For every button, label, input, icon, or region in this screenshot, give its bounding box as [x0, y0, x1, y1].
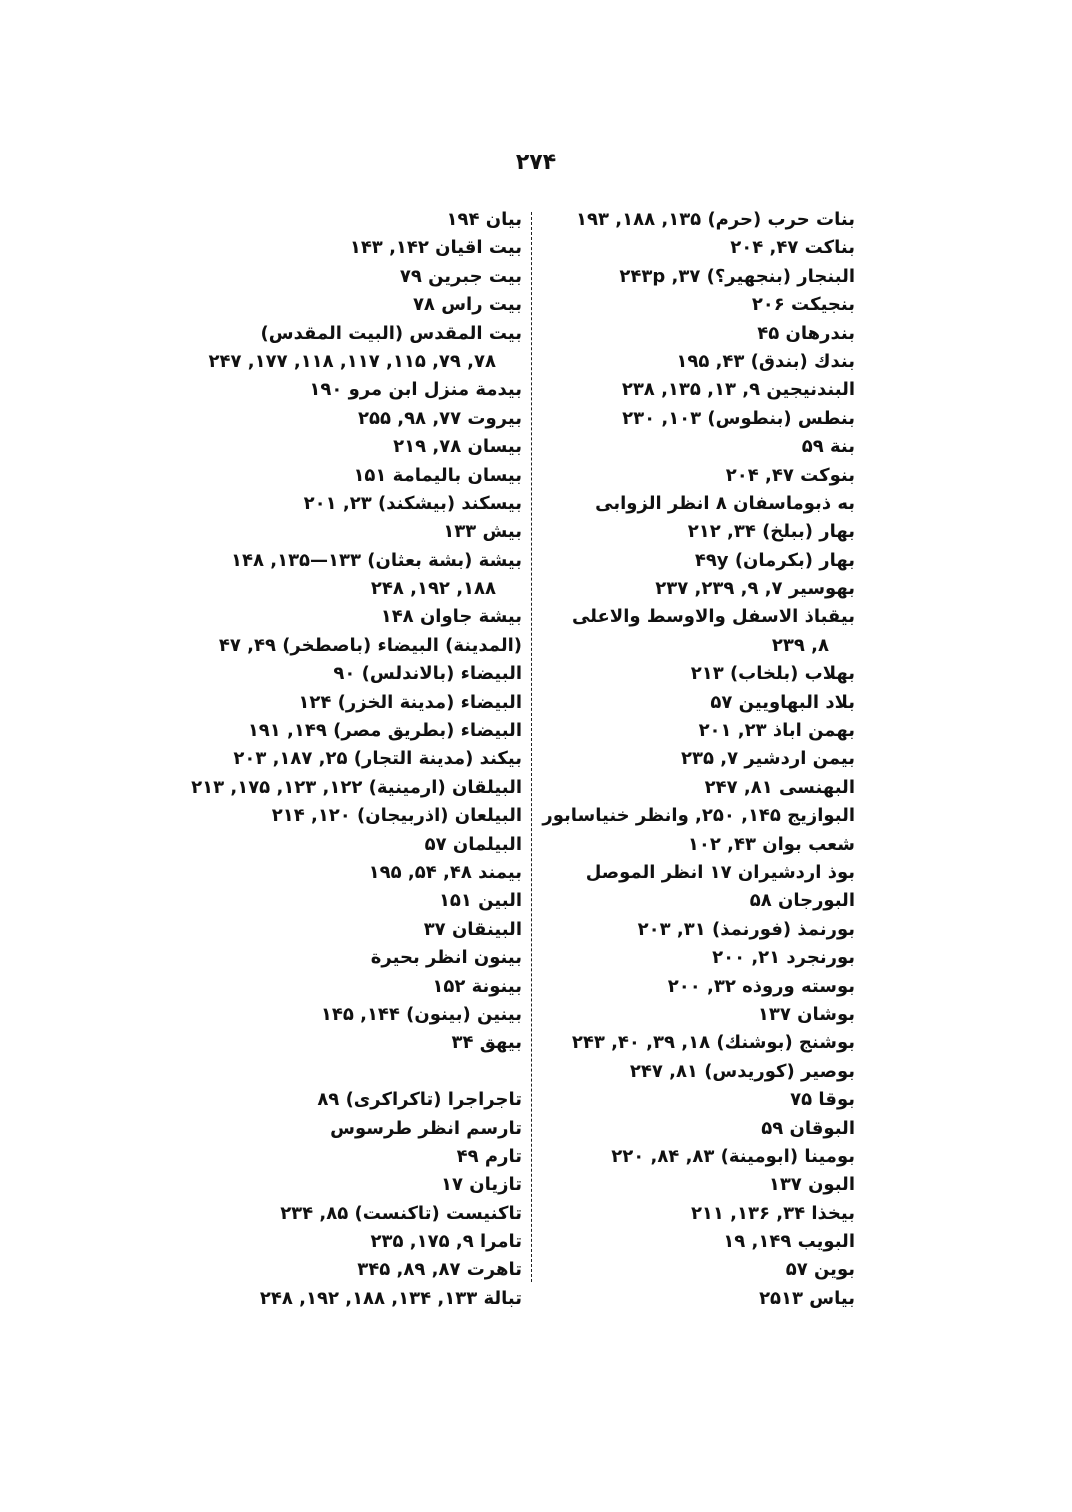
index-entry: بیمند ۴۸, ۵۴, ۱۹۵	[368, 861, 522, 883]
index-entry: بورنمذ (فورنمذ) ۳۱, ۲۰۳	[637, 918, 855, 940]
index-entry: تاکنیست (تاکنست) ۸۵, ۲۳۴	[280, 1202, 522, 1224]
index-entry: تاهرت ۸۷, ۸۹, ۳۴۵	[357, 1259, 522, 1281]
index-entry: بورنجرد ۲۱, ۲۰۰	[712, 947, 855, 969]
index-entry: بیسکند (بیشکند) ۲۳, ۲۰۱	[303, 492, 522, 514]
index-entry: بیروت ۷۷, ۹۸, ۲۵۵	[357, 407, 522, 429]
index-entry: بیت المقدس (البیت المقدس)	[260, 322, 522, 344]
index-entry: بوین ۵۷	[785, 1259, 855, 1281]
section-gap	[222, 1058, 522, 1086]
index-entry: بومینا (ابومینة) ۸۳, ۸۴, ۲۲۰	[611, 1145, 855, 1167]
index-entry: به ذبوماسفان ۸ انظر الزوابی	[595, 492, 855, 514]
index-entry: تاجراجرا (تاکراکری) ۸۹	[317, 1089, 522, 1111]
index-entry: بنطس (بنطوس) ۱۰۳, ۲۳۰	[622, 407, 855, 429]
index-entry: بیکند (مدینة التجار) ۲۵, ۱۸۷, ۲۰۳	[233, 748, 522, 770]
index-entry: بنوکت ۴۷, ۲۰۴	[725, 464, 855, 486]
index-entry: البین ۱۵۱	[438, 890, 522, 912]
index-entry: بوذ اردشیران ۱۷ انظر الموصل	[585, 861, 855, 883]
index-entry: شعب بوان ۴۳, ۱۰۲	[687, 833, 855, 855]
index-entry: بندك (بندق) ۴۳, ۱۹۵	[676, 350, 855, 372]
index-entry: البیضاء (بطریق مصر) ۱۴۹, ۱۹۱	[247, 720, 522, 742]
index-entry: البندنیجین ۹, ۱۳, ۱۳۵, ۲۳۸	[621, 379, 855, 401]
index-column-left	[191, 206, 522, 1313]
index-entry: بهمن اباذ ۲۳, ۲۰۱	[698, 720, 855, 742]
index-entry: بنجیکت ۲۰۶	[751, 294, 855, 316]
index-entry: بوسته وروذه ۳۲, ۲۰۰	[667, 975, 855, 997]
index-entry: بنة ۵۹	[801, 436, 855, 458]
index-entry: بیمن اردشیر ۷, ۲۳۵	[681, 748, 855, 770]
index-entry: البون ۱۳۷	[768, 1174, 855, 1196]
index-entry: بوقا ۷۵	[790, 1089, 855, 1111]
index-entry: بیسان ۷۸, ۲۱۹	[393, 436, 522, 458]
index-entry: بیشة (بشة بعثان) ۱۳۳—۱۳۵, ۱۴۸	[231, 549, 522, 571]
index-entry: بوشنج (بوشنك) ۱۸, ۳۹, ۴۰, ۲۴۳	[571, 1032, 855, 1054]
index-entry-continuation: ۷۸, ۷۹, ۱۱۵, ۱۱۷, ۱۱۸, ۱۷۷, ۲۴۷	[208, 350, 496, 372]
index-entry: البیضاء (بالاندلس) ۹۰	[333, 663, 522, 685]
index-entry: بیسان بالیمامة ۱۵۱	[353, 464, 522, 486]
index-entry: بینین (بینون) ۱۴۴, ۱۴۵	[320, 1003, 522, 1025]
index-entry: بنات حرب (حرم) ۱۳۵, ۱۸۸, ۱۹۳	[576, 209, 855, 230]
index-entry: بهار (ببلخ) ۳۴, ۲۱۲	[687, 521, 855, 543]
index-entry: بیخذا ۳۴, ۱۳۶, ۲۱۱	[690, 1202, 855, 1224]
index-entry: بینون انظر بحیرة	[370, 947, 522, 969]
index-entry: بوصیر (کوریدس) ۸۱, ۲۴۷	[629, 1060, 855, 1082]
index-entry: البویب ۱۴۹, ۱۹	[723, 1231, 855, 1253]
index-entry: البیلمان ۵۷	[424, 833, 522, 855]
index-entry: بهوسیر ۷, ۹, ۲۳۹, ۲۳۷	[655, 578, 855, 600]
column-divider	[531, 212, 532, 1282]
index-entry: بیهق ۳۴	[451, 1032, 522, 1054]
index-entry: بیدمة منزل ابن مرو ۱۹۰	[309, 379, 522, 401]
index-entry: تارم ۴۹	[456, 1145, 522, 1167]
index-entry: البوقان ۵۹	[761, 1117, 855, 1139]
index-entry: تبالة ۱۳۳, ۱۳۴, ۱۸۸, ۱۹۲, ۲۴۸	[259, 1287, 522, 1309]
index-entry: تامرا ۹, ۱۷۵, ۲۳۵	[370, 1231, 522, 1253]
index-entry: بیقباذ الاسفل والاوسط والاعلی	[571, 606, 855, 628]
index-entry: بیت اقیان ۱۴۲, ۱۴۳	[349, 237, 522, 259]
index-entry: بیت جبرین ۷۹	[399, 265, 522, 287]
index-entry: تازیان ۱۷	[440, 1174, 522, 1196]
index-entry: البیضاء (مدینة الخزر) ۱۲۴	[298, 691, 522, 713]
index-entry: البنجار (بنجهیر؟) ۳۷, ۲۴۳p	[619, 265, 855, 287]
index-entry-continuation: ۱۸۸, ۱۹۲, ۲۴۸	[370, 578, 496, 600]
index-entry: بوشان ۱۳۷	[757, 1003, 855, 1025]
index-column-right	[542, 206, 855, 1313]
index-entry: بیان ۱۹۴	[446, 209, 522, 230]
index-entry: البورجان ۵۸	[749, 890, 855, 912]
index-entry: بیشة جاوان ۱۴۸	[380, 606, 522, 628]
index-entry: البوازیج ۱۴۵, ۲۵۰, وانظر خنیاسابور	[542, 805, 855, 827]
index-entry-continuation: ۸, ۲۳۹	[771, 634, 829, 656]
index-entry: البینقان ۳۷	[423, 918, 522, 940]
index-entry: بیاس ۲۵۱۳	[759, 1287, 855, 1309]
index-entry: بیش ۱۳۳	[443, 521, 522, 543]
index-entry: بینونة ۱۵۲	[432, 975, 522, 997]
index-entry: تارسم انظر طرسوس	[330, 1117, 522, 1139]
index-entry: (المدینة) البیضاء (باصطخر) ۴۹, ۴۷	[218, 634, 522, 656]
index-entry: البهنسی ۸۱, ۲۴۷	[704, 776, 855, 798]
index-entry: بیت راس ۷۸	[412, 294, 522, 316]
index-entry: بهلاب (بلخاب) ۲۱۳	[690, 663, 855, 685]
index-entry: بناکت ۴۷, ۲۰۴	[730, 237, 855, 259]
index-entry: البیلقان (ارمینیة) ۱۲۲, ۱۲۳, ۱۷۵, ۲۱۳	[191, 776, 522, 798]
index-entry: بهار (بکرمان) ۴۹y	[694, 549, 855, 571]
index-entry: البیلعان (اذربیجان) ۱۲۰, ۲۱۴	[271, 805, 522, 827]
page-number: ۲۷۴	[515, 150, 557, 175]
index-entry: بلاد البهاویین ۵۷	[710, 691, 855, 713]
index-entry: بندرهان ۴۵	[757, 322, 855, 344]
